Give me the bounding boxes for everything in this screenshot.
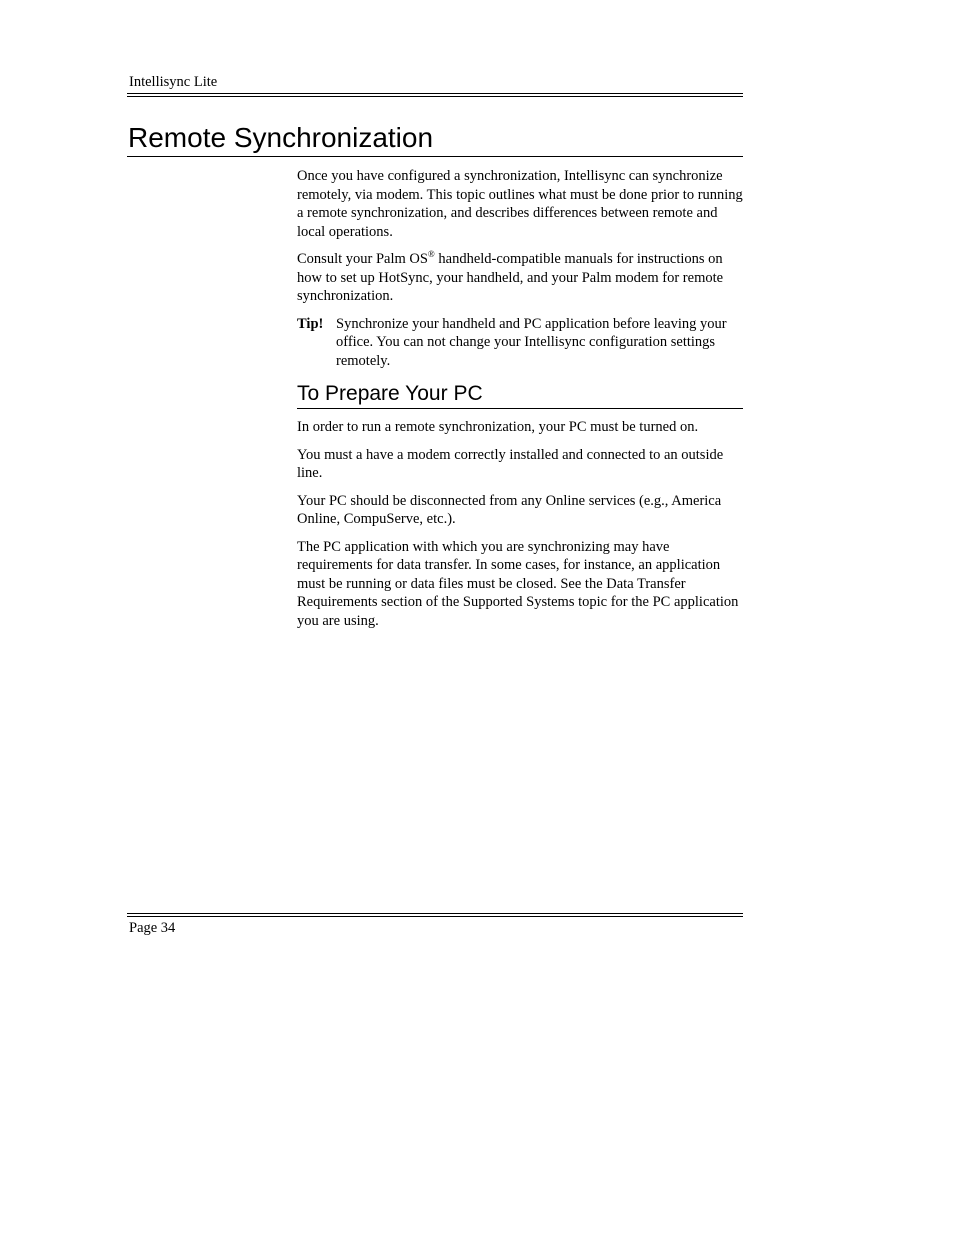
section-paragraph: The PC application with which you are synchronizing may have requirements for data transfer. In some cases, for instance, an application must be running or data files must be closed. See the Data Transfer Requirements section of the Supported Systems topic for the PC application you are using. [297, 538, 739, 629]
section-paragraph: In order to run a remote synchronization, your PC must be turned on. [297, 419, 699, 435]
footer-rule [127, 913, 743, 917]
consult-paragraph [297, 250, 743, 306]
registered-mark: ® [427, 249, 435, 260]
header-rule [127, 93, 743, 97]
tip-note [297, 315, 743, 371]
tip-text: Synchronize your handheld and PC application before leaving your office. You can not change your Intellisync configuration settings remotely. [336, 315, 727, 369]
title-rule [127, 156, 743, 157]
body-column [297, 167, 743, 639]
running-header: Intellisync Lite [129, 74, 218, 90]
consult-text-after: handheld-compatible manuals for instructions on how to set up HotSync, your handheld, and your Palm modem for remote synchronization. [297, 251, 724, 304]
section-paragraph: Your PC should be disconnected from any Online services (e.g., America Online, CompuServe, etc.). [297, 492, 722, 527]
consult-text-before: Consult your Palm OS [297, 251, 428, 267]
section-paragraph: You must a have a modem correctly installed and connected to an outside line. [297, 446, 724, 481]
section-heading: To Prepare Your PC [297, 378, 743, 409]
page-title: Remote Synchronization [128, 122, 434, 153]
page-number: Page 34 [129, 920, 176, 936]
tip-label: Tip! [297, 315, 324, 332]
intro-paragraph: Once you have configured a synchronization, Intellisync can synchronize remotely, via modem. This topic outlines what must be done prior to running a remote synchronization, and describes differences between remote and local operations. [297, 168, 743, 240]
